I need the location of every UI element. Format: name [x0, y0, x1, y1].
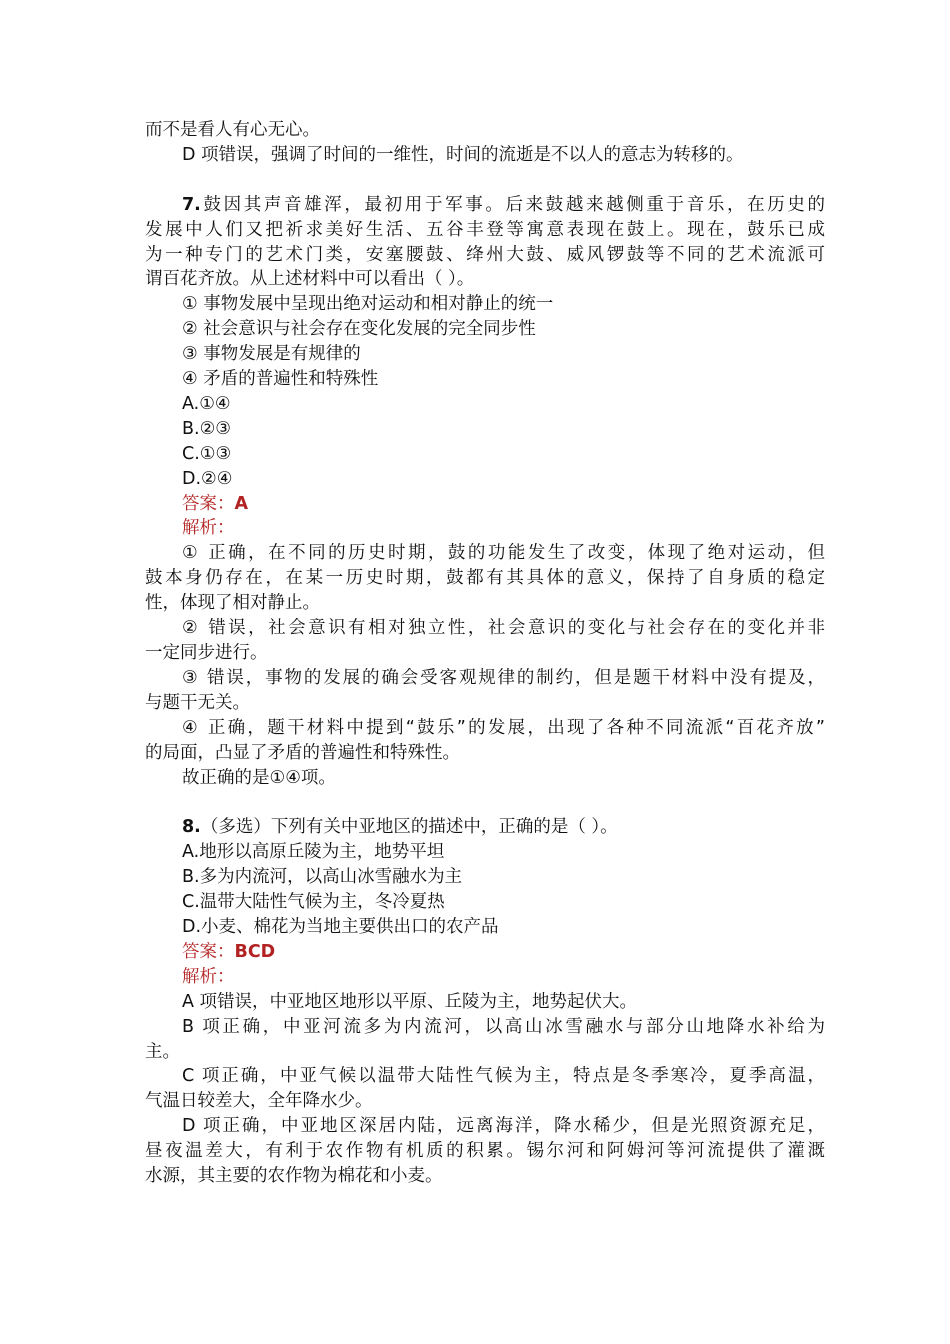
q8-option-b: B.多为内流河，以高山冰雪融水为主	[182, 867, 463, 888]
q8-analysis-line: B 项正确，中亚河流多为内流河，以高山冰雪融水与部分山地降水补给为	[182, 1016, 825, 1037]
q8-option-a: A.地形以高原丘陵为主，地势平坦	[182, 842, 445, 863]
q7-answer-value: A	[234, 493, 249, 514]
q7-analysis-line: ② 错误，社会意识有相对独立性，社会意识的变化与社会存在的变化并非	[182, 618, 825, 639]
q7-stem-line: 谓百花齐放。从上述材料中可以看出（ ）。	[145, 269, 475, 290]
q7-analysis-line: ① 正确，在不同的历史时期，鼓的功能发生了改变，体现了绝对运动，但	[182, 543, 825, 564]
q8-analysis-line: D 项正确，中亚地区深居内陆，远离海洋，降水稀少，但是光照资源充足，	[182, 1116, 825, 1137]
q7-number: 7.	[182, 194, 201, 215]
q7-analysis-line: 性，体现了相对静止。	[145, 593, 320, 614]
q8-answer-value: BCD	[234, 941, 276, 962]
q7-analysis-line: 与题干无关。	[145, 692, 250, 713]
q8-analysis-line: 昼夜温差大，有利于农作物有机质的积累。锡尔河和阿姆河等河流提供了灌溉	[145, 1141, 825, 1162]
question-8	[145, 815, 825, 1189]
q7-analysis-line: 鼓本身仍存在，在某一历史时期，鼓都有其具体的意义，保持了自身质的稳定	[145, 568, 825, 589]
q7-answer: 答案：A	[182, 493, 249, 514]
q7-option-a: A.①④	[182, 393, 231, 414]
q7-statement: ④ 矛盾的普遍性和特殊性	[182, 369, 379, 390]
q8-option-d: D.小麦、棉花为当地主要供出口的农产品	[182, 916, 499, 937]
q7-statement: ① 事物发展中呈现出绝对运动和相对静止的统一	[182, 294, 554, 315]
q8-answer: 答案：BCD	[182, 941, 276, 962]
q8-analysis-line: 气温日较差大，全年降水少。	[145, 1091, 373, 1112]
q7-analysis-label: 解析：	[182, 518, 235, 539]
q8-analysis-label: 解析：	[182, 966, 235, 987]
intro-line: 而不是看人有心无心。	[145, 120, 320, 140]
page-content	[145, 118, 825, 1189]
q7-statement: ② 社会意识与社会存在变化发展的完全同步性	[182, 319, 536, 340]
q8-analysis-line: C 项正确，中亚气候以温带大陆性气候为主，特点是冬季寒冷，夏季高温，	[182, 1066, 825, 1087]
q7-option-b: B.②③	[182, 418, 231, 439]
q7-conclusion: 故正确的是①④项。	[182, 767, 336, 788]
q8-analysis-line: A 项错误，中亚地区地形以平原、丘陵为主，地势起伏大。	[182, 991, 638, 1012]
q7-option-c: C.①③	[182, 443, 232, 464]
q7-option-d: D.②④	[182, 468, 233, 489]
q8-option-c: C.温带大陆性气候为主，冬冷夏热	[182, 892, 445, 913]
q7-statement: ③ 事物发展是有规律的	[182, 344, 361, 365]
q7-analysis-line: 的局面，凸显了矛盾的普遍性和特殊性。	[145, 742, 460, 763]
q8-stem: 8.（多选）下列有关中亚地区的描述中，正确的是（ ）。	[182, 817, 618, 838]
question-7	[145, 193, 825, 791]
q8-analysis-line: 主。	[145, 1041, 180, 1062]
intro-d-line: D 项错误，强调了时间的一维性，时间的流逝是不以人的意志为转移的。	[182, 144, 744, 165]
q7-stem-line: 为一种专门的艺术门类，安塞腰鼓、绛州大鼓、威风锣鼓等不同的艺术流派可	[145, 244, 825, 265]
q7-analysis-line: 一定同步进行。	[145, 643, 268, 664]
q7-analysis-line: ③ 错误，事物的发展的确会受客观规律的制约，但是题干材料中没有提及，	[182, 667, 825, 688]
q7-analysis-line: ④ 正确，题干材料中提到“鼓乐”的发展，出现了各种不同流派“百花齐放”	[182, 717, 825, 738]
q7-stem-line: 发展中人们又把祈求美好生活、五谷丰登等寓意表现在鼓上。现在，鼓乐已成	[145, 219, 825, 240]
q8-number: 8.	[182, 817, 201, 838]
q7-stem-line: 7.鼓因其声音雄浑，最初用于军事。后来鼓越来越侧重于音乐，在历史的	[182, 194, 825, 215]
q8-analysis-line: 水源，其主要的农作物为棉花和小麦。	[145, 1166, 443, 1187]
